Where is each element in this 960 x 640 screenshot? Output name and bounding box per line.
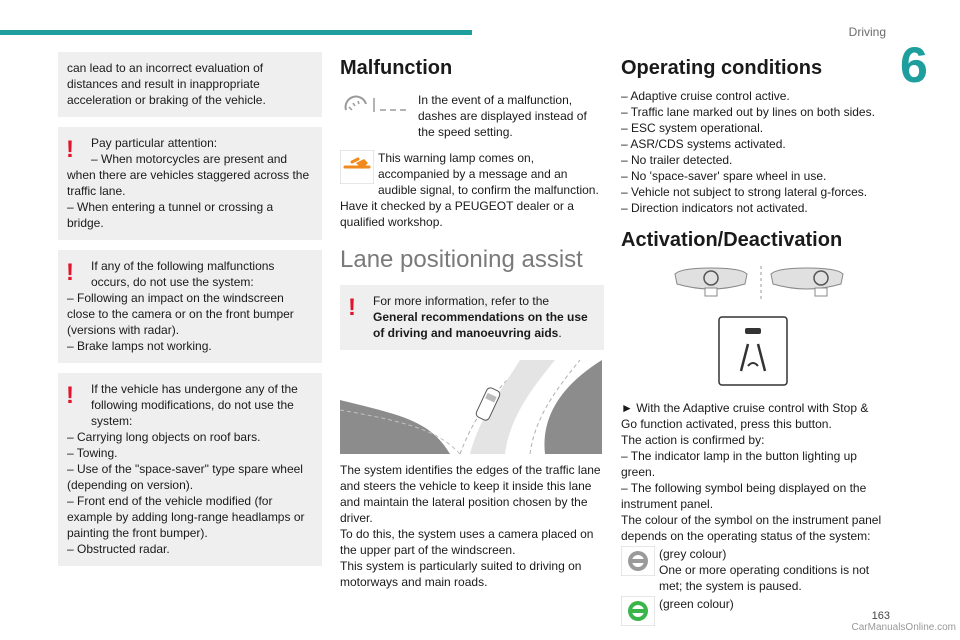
steering-wheel-controls-illustration bbox=[671, 266, 851, 300]
lane-info-box bbox=[340, 285, 604, 350]
warning-line: – Following an impact on the windscreen close to the camera or on the front bumper (versions with radar). bbox=[67, 291, 294, 337]
column-right bbox=[621, 52, 885, 626]
lane-positioning-heading: Lane positioning assist bbox=[340, 246, 583, 273]
warning-line: Pay particular attention: bbox=[91, 136, 218, 150]
condition-item: – Traffic lane marked out by lines on both sides. bbox=[621, 105, 875, 119]
activation-heading: Activation/Deactivation bbox=[621, 229, 843, 251]
condition-item: – Vehicle not subject to strong lateral g-forces. bbox=[621, 185, 868, 199]
condition-item: – No 'space-saver' spare wheel in use. bbox=[621, 169, 827, 183]
page-number: 163 bbox=[871, 610, 890, 622]
warning-line: – Obstructed radar. bbox=[67, 542, 170, 556]
activation-text-2: The action is confirmed by: bbox=[621, 433, 765, 447]
lane-info-end: . bbox=[558, 325, 562, 340]
green-symbol-label: (green colour) bbox=[659, 597, 734, 611]
lane-text-1: The system identifies the edges of the traffic lane and steers the vehicle to keep it inside this lane and maintain the lateral position chosen by the driver. bbox=[340, 462, 601, 525]
malfunction-text-1: In the event of a malfunction, dashes are displayed instead of the speed setting. bbox=[418, 93, 587, 139]
malfunction-dashes-row bbox=[340, 92, 604, 140]
lane-text-2: To do this, the system uses a camera placed on the upper part of the windscreen. bbox=[340, 526, 594, 557]
warning-line: – Use of the "space-saver" type spare wheel (depending on version). bbox=[67, 462, 303, 492]
steering-wheel-grey-icon bbox=[621, 546, 655, 576]
warning-icon: ! bbox=[66, 382, 74, 409]
header-accent-bar bbox=[0, 30, 472, 35]
malfunction-heading: Malfunction bbox=[340, 57, 453, 79]
warning-line: – Towing. bbox=[67, 446, 118, 460]
condition-item: – ESC system operational. bbox=[621, 121, 764, 135]
condition-item: – Direction indicators not activated. bbox=[621, 201, 808, 215]
grey-symbol-desc: One or more operating conditions is not met; the system is paused. bbox=[659, 563, 870, 593]
chapter-number: 6 bbox=[900, 37, 928, 93]
lane-text-3: This system is particularly suited to driving on motorways and main roads. bbox=[340, 558, 582, 589]
column-left bbox=[58, 52, 322, 576]
warning-line: – Brake lamps not working. bbox=[67, 339, 212, 353]
activation-text-4: – The following symbol being displayed on the instrument panel. bbox=[621, 481, 867, 511]
warning-line: – Front end of the vehicle modified (for example by adding long-range headlamps or painting the front bumper). bbox=[67, 494, 305, 540]
activation-text-3: – The indicator lamp in the button lighting up green. bbox=[621, 449, 857, 479]
malfunction-text-2: This warning lamp comes on, accompanied by a message and an audible signal, to confirm the malfunction. bbox=[378, 151, 599, 197]
warning-line: If any of the following malfunctions occurs, do not use the system: bbox=[91, 259, 275, 289]
warning-box-malfunctions bbox=[58, 250, 322, 363]
operating-conditions-heading: Operating conditions bbox=[621, 57, 823, 79]
lane-assist-illustration bbox=[340, 360, 602, 454]
condition-item: – ASR/CDS systems activated. bbox=[621, 137, 786, 151]
condition-item: – No trailer detected. bbox=[621, 153, 733, 167]
note-box bbox=[58, 52, 322, 117]
lane-assist-button-icon[interactable] bbox=[718, 316, 788, 386]
warning-line: – When motorcycles are present and when there are vehicles staggered across the traffic lane. bbox=[67, 152, 310, 198]
section-title: Driving bbox=[848, 25, 886, 39]
warning-line: – Carrying long objects on roof bars. bbox=[67, 430, 261, 444]
note-text: can lead to an incorrect evaluation of distances and result in inappropriate acceleration or braking of the vehicle. bbox=[67, 61, 266, 107]
warning-line: If the vehicle has undergone any of the following modifications, do not use the system: bbox=[91, 382, 298, 428]
watermark-site: CarManualsOnline.com bbox=[851, 622, 956, 633]
warning-box-attention bbox=[58, 127, 322, 240]
conditions-list bbox=[621, 88, 885, 216]
warning-icon: ! bbox=[66, 136, 74, 163]
activation-text-1: ► With the Adaptive cruise control with Stop & Go function activated, press this button. bbox=[621, 401, 869, 431]
orange-warning-lamp-icon bbox=[340, 150, 374, 184]
grey-symbol-row bbox=[621, 546, 885, 594]
grey-symbol-label: (grey colour) bbox=[659, 547, 727, 561]
lane-info-link[interactable]: General recommendations on the use of driving and manoeuvring aids bbox=[373, 309, 588, 340]
warning-line: – When entering a tunnel or crossing a bridge. bbox=[67, 200, 274, 230]
warning-icon: ! bbox=[348, 293, 356, 321]
warning-icon: ! bbox=[66, 259, 74, 286]
green-symbol-row bbox=[621, 596, 885, 626]
column-middle bbox=[340, 52, 604, 590]
warning-box-modifications bbox=[58, 373, 322, 566]
malfunction-text-3: Have it checked by a PEUGEOT dealer or a qualified workshop. bbox=[340, 199, 574, 229]
activation-text-5: The colour of the symbol on the instrument panel depends on the operating status of the system: bbox=[621, 513, 882, 543]
steering-wheel-green-icon bbox=[621, 596, 655, 626]
speedometer-dashes-icon bbox=[340, 92, 412, 120]
malfunction-warning-row bbox=[340, 150, 604, 230]
lane-info-text: For more information, refer to the bbox=[373, 293, 550, 308]
condition-item: – Adaptive cruise control active. bbox=[621, 89, 790, 103]
